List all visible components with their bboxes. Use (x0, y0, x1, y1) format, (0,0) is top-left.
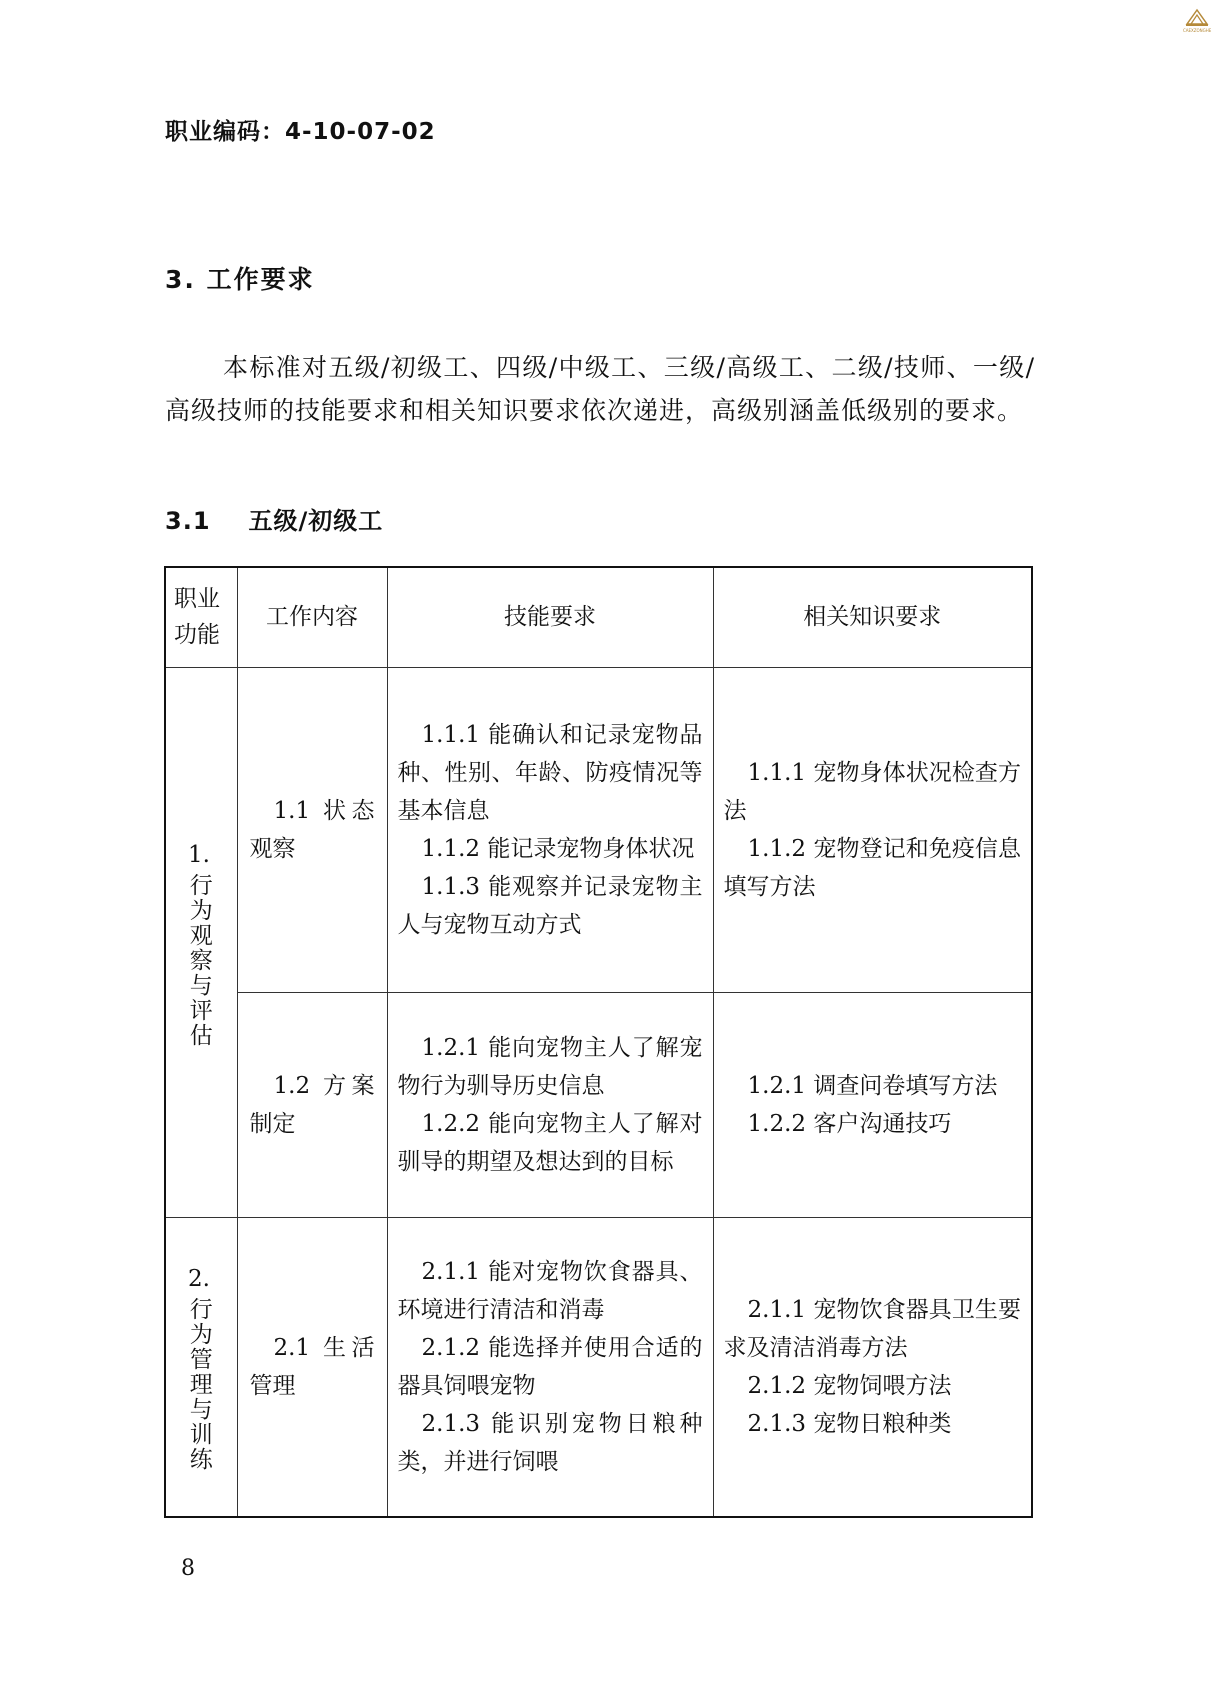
subsection-number: 3.1 (165, 507, 211, 535)
work-content-cell: 2.1 生活管理 (237, 1217, 387, 1517)
logo-text: CAEXZONGHE (1183, 28, 1212, 33)
knowledge-item: 1.1.1 宠物身体状况检查方法 (723, 759, 1021, 824)
function-name: 行为管理与训练 (189, 1297, 213, 1474)
function-number: 2. (188, 1266, 210, 1293)
header-function: 职业功能 (165, 567, 237, 667)
skill-item: 1.1.1 能确认和记录宠物品种、性别、年龄、防疫情况等基本信息 (397, 721, 703, 824)
skill-item: 2.1.1 能对宠物饮食器具、环境进行清洁和消毒 (397, 1258, 703, 1323)
skills-cell (387, 1217, 713, 1517)
table-row (165, 1217, 1032, 1517)
function-number: 1. (188, 841, 210, 868)
section-title: 3. 工作要求 (165, 265, 315, 294)
knowledge-item: 2.1.3 宠物日粮种类 (747, 1410, 952, 1437)
skill-item: 2.1.3 能识别宠物日粮种类，并进行饲喂 (397, 1410, 703, 1475)
occupation-code: 职业编码：4-10-07-02 (165, 119, 436, 145)
knowledge-cell (713, 1217, 1032, 1517)
requirements-table (164, 566, 1033, 1518)
publisher-logo (1183, 6, 1211, 36)
work-content-cell: 1.2 方案制定 (237, 992, 387, 1217)
skills-cell (387, 992, 713, 1217)
skill-item: 1.1.2 能记录宠物身体状况 (421, 835, 695, 862)
knowledge-item: 1.2.1 调查问卷填写方法 (747, 1072, 998, 1099)
subsection-label: 五级/初级工 (248, 507, 384, 535)
header-skill-requirements: 技能要求 (387, 567, 713, 667)
knowledge-item: 1.2.2 客户沟通技巧 (747, 1110, 952, 1137)
subsection-title (165, 501, 383, 536)
skill-item: 2.1.2 能选择并使用合适的器具饲喂宠物 (397, 1334, 703, 1399)
table-header-row (165, 567, 1032, 667)
table-row (165, 992, 1032, 1217)
knowledge-cell (713, 992, 1032, 1217)
publisher-logo-icon (1183, 6, 1211, 28)
skill-item: 1.2.2 能向宠物主人了解对驯导的期望及想达到的目标 (397, 1110, 703, 1175)
skill-item: 1.2.1 能向宠物主人了解宠物行为驯导历史信息 (397, 1034, 703, 1099)
skills-cell (387, 667, 713, 992)
function-cell (165, 667, 237, 1217)
work-content-cell: 1.1 状态观察 (237, 667, 387, 992)
header-knowledge-requirements: 相关知识要求 (713, 567, 1032, 667)
function-name: 行为观察与评估 (189, 872, 213, 1049)
intro-paragraph: 本标准对五级/初级工、四级/中级工、三级/高级工、二级/技师、一级/高级技师的技能要求和相关知识要求依次递进，高级别涵盖低级别的要求。 (165, 353, 1035, 425)
skill-item: 1.1.3 能观察并记录宠物主人与宠物互动方式 (397, 873, 703, 938)
header-work-content: 工作内容 (237, 567, 387, 667)
page-number: 8 (181, 1556, 195, 1581)
table-row (165, 667, 1032, 992)
knowledge-cell (713, 667, 1032, 992)
knowledge-item: 2.1.1 宠物饮食器具卫生要求及清洁消毒方法 (723, 1296, 1021, 1361)
knowledge-item: 1.1.2 宠物登记和免疫信息填写方法 (723, 835, 1021, 900)
knowledge-item: 2.1.2 宠物饲喂方法 (747, 1372, 952, 1399)
function-cell (165, 1217, 237, 1517)
